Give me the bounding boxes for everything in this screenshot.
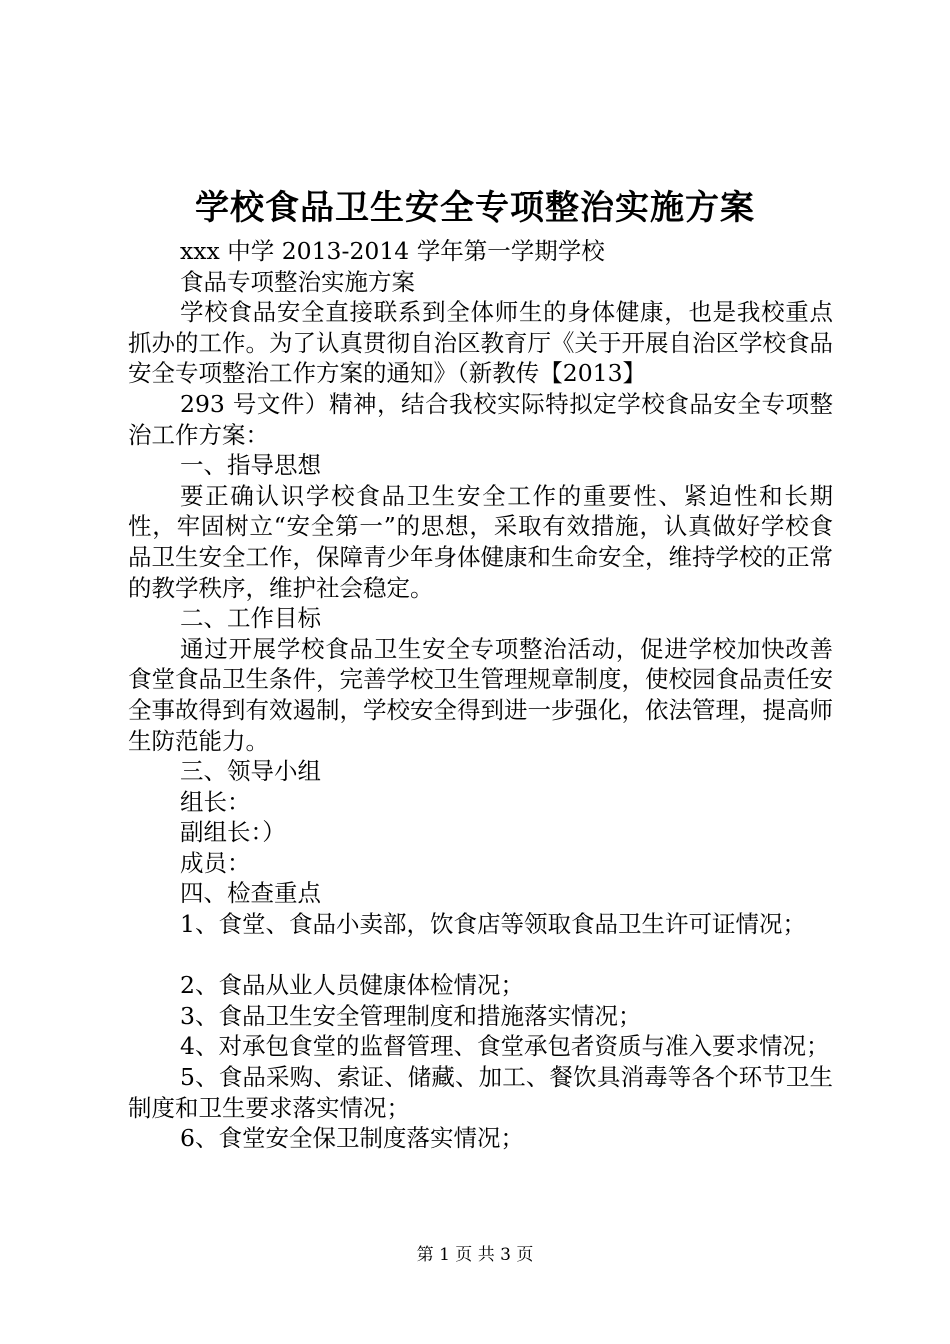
page-footer: 第 1 页 共 3 页 (416, 1245, 534, 1265)
intro-paragraph-continued: 293 号文件）精神，结合我校实际特拟定学校食品安全专项整治工作方案： (128, 389, 833, 449)
intro-paragraph: 学校食品安全直接联系到全体师生的身体健康，也是我校重点抓办的工作。为了认真贯彻自治区教育厅《关于开展自治区学校食品安全专项整治工作方案的通知》（新教传【2013】 (128, 298, 833, 388)
inspection-item-3: 3、食品卫生安全管理制度和措施落实情况； (180, 1001, 642, 1030)
inspection-item-5: 5、食品采购、索证、储藏、加工、餐饮具消毒等各个环节卫生制度和卫生要求落实情况； (128, 1063, 833, 1122)
subtitle-line: 食品专项整治实施方案 (180, 267, 415, 296)
document-title: 学校食品卫生安全专项整治实施方案 (195, 188, 755, 228)
section-heading-work-goal: 二、工作目标 (180, 604, 321, 633)
inspection-item-1: 1、食堂、食品小卖部，饮食店等领取食品卫生许可证情况； (180, 910, 806, 939)
section-heading-leading-group: 三、领导小组 (180, 757, 321, 786)
inspection-item-6: 6、食堂安全保卫制度落实情况； (180, 1124, 524, 1153)
inspection-item-2: 2、食品从业人员健康体检情况； (180, 971, 524, 1000)
work-goal-paragraph: 通过开展学校食品卫生安全专项整治活动，促进学校加快改善食堂食品卫生条件，完善学校卫生管理规章制度，使校园食品责任安全事故得到有效遏制，学校安全得到进一步强化，依法管理，提高师生防范能力。 (128, 634, 833, 755)
school-semester-line: xxx 中学 2013-2014 学年第一学期学校 (180, 237, 605, 265)
guiding-thought-paragraph: 要正确认识学校食品卫生安全工作的重要性、紧迫性和长期性，牢固树立“安全第一”的思想，采取有效措施，认真做好学校食品卫生安全工作，保障青少年身体健康和生命安全，维持学校的正常的教学秩序，维护社会稳定。 (128, 481, 833, 602)
members-line: 成员： (180, 848, 251, 877)
blank-line (128, 940, 833, 971)
inspection-item-4: 4、对承包食堂的监督管理、食堂承包者资质与准入要求情况； (180, 1032, 830, 1061)
section-heading-guiding-thought: 一、指导思想 (180, 451, 321, 480)
group-leader-line: 组长： (180, 787, 251, 816)
section-heading-inspection-focus: 四、检查重点 (180, 879, 321, 908)
document-body (128, 236, 833, 1154)
deputy-leader-line: 副组长：） (180, 818, 286, 847)
